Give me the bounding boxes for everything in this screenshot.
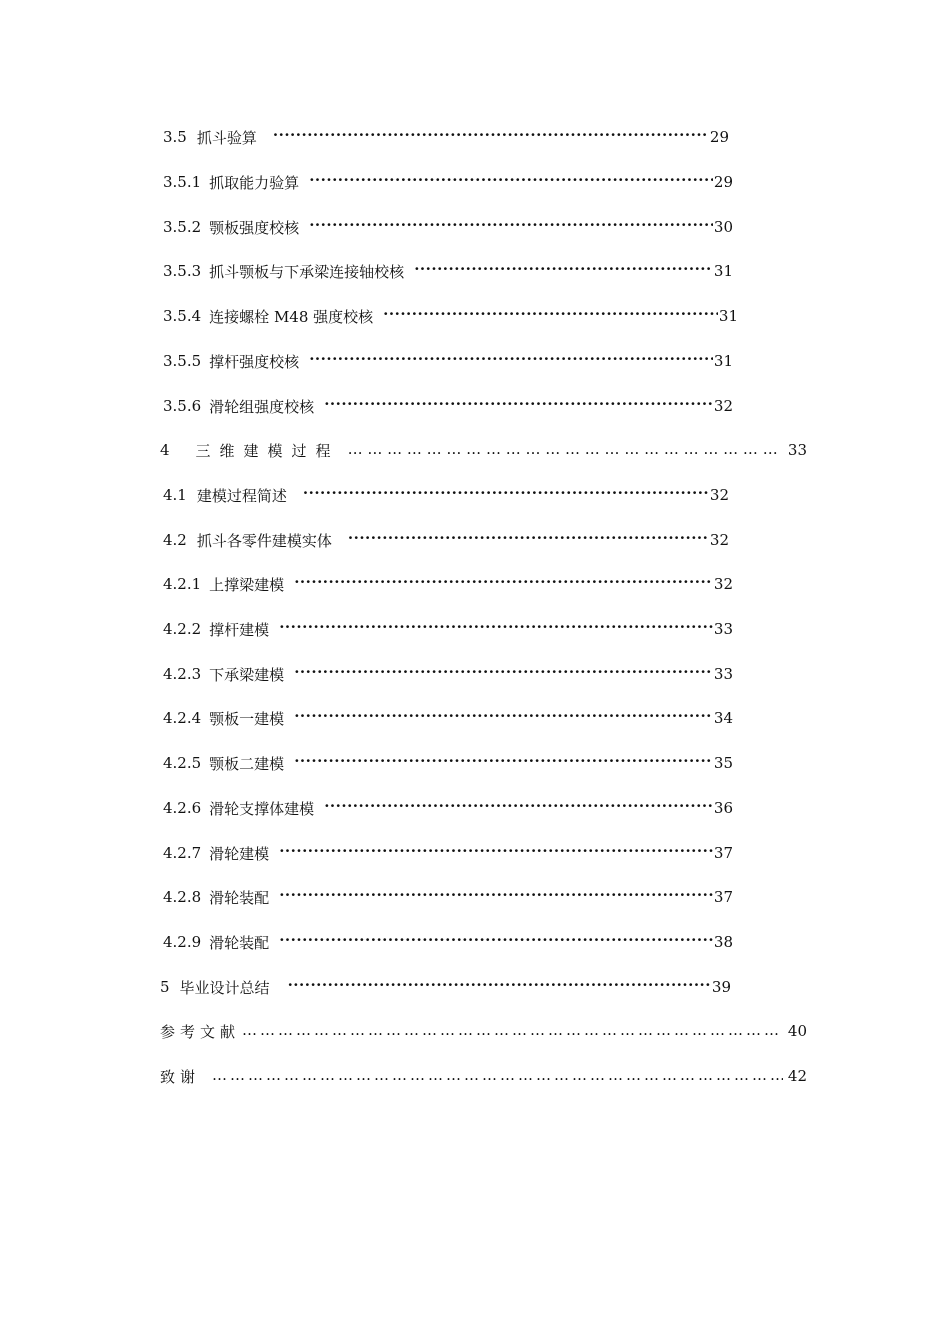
toc-entry-4-2-7[interactable] (163, 841, 733, 865)
toc-entry-4-1[interactable] (163, 483, 729, 507)
toc-page: 32 (709, 531, 729, 549)
toc-number: 4.2.1 (163, 575, 202, 593)
toc-title: 滑轮装配 (209, 888, 270, 907)
toc-leader (294, 665, 713, 683)
toc-page: 29 (713, 173, 733, 191)
toc-entry-3-5-2[interactable] (163, 215, 733, 239)
toc-leader (309, 352, 713, 370)
toc-number: 3.5.6 (163, 397, 202, 415)
toc-title: 抓斗验算 (196, 128, 257, 147)
toc-title: 滑轮建模 (209, 844, 270, 863)
toc-number: 3.5.5 (163, 352, 202, 370)
toc-number: 4.2 (163, 531, 187, 549)
toc-leader (348, 441, 782, 459)
toc-page: 42 (787, 1067, 807, 1085)
toc-page: 33 (713, 620, 733, 638)
toc-leader (273, 128, 709, 146)
toc-number: 3.5.2 (163, 218, 202, 236)
toc-title: 上撑梁建模 (209, 575, 285, 594)
toc-entry-4-2-3[interactable] (163, 662, 733, 686)
toc-title: 致谢 (160, 1067, 201, 1086)
toc-leader (294, 709, 713, 727)
toc-entry-3-5-6[interactable] (163, 394, 733, 418)
toc-page: 34 (713, 709, 733, 727)
toc-title: 建模过程简述 (196, 486, 287, 505)
toc-title: 颚板二建模 (209, 754, 285, 773)
toc-entry-4-2-8[interactable] (163, 885, 733, 909)
toc-number: 4.2.3 (163, 665, 202, 683)
toc-page: 35 (713, 754, 733, 772)
toc-entry-4-2[interactable] (163, 528, 729, 552)
toc-title: 三维建模过程 (195, 441, 340, 460)
toc-number: 4.1 (163, 486, 187, 504)
toc-leader (212, 1067, 783, 1085)
toc-entry-4-2-9[interactable] (163, 930, 733, 954)
toc-entry-4-2-1[interactable] (163, 572, 733, 596)
toc-title: 滑轮装配 (209, 933, 270, 952)
toc-leader (294, 754, 713, 772)
toc-number: 4.2.7 (163, 844, 202, 862)
toc-leader (288, 978, 711, 996)
toc-page: 31 (713, 262, 733, 280)
toc-leader (414, 262, 713, 280)
toc-entry-references[interactable] (160, 1019, 807, 1043)
toc-entry-4-2-5[interactable] (163, 751, 733, 775)
toc-title: 撑杆建模 (209, 620, 270, 639)
toc-page: 29 (709, 128, 729, 146)
toc-entry-5[interactable] (160, 975, 731, 999)
toc-page: 39 (711, 978, 731, 996)
toc-number: 3.5 (163, 128, 187, 146)
toc-leader (279, 620, 713, 638)
toc-leader (324, 799, 713, 817)
toc-number: 4.2.6 (163, 799, 202, 817)
toc-entry-4[interactable] (160, 438, 807, 462)
toc-title: 抓斗各零件建模实体 (196, 531, 332, 550)
toc-leader (309, 218, 713, 236)
toc-page: 38 (713, 933, 733, 951)
toc-leader (279, 933, 713, 951)
toc-title: 颚板一建模 (209, 709, 285, 728)
toc-entry-4-2-4[interactable] (163, 706, 733, 730)
toc-leader (324, 397, 713, 415)
toc-entry-4-2-6[interactable] (163, 796, 733, 820)
toc-entry-3-5-5[interactable] (163, 349, 733, 373)
toc-page: 31 (713, 352, 733, 370)
toc-number: 3.5.4 (163, 307, 202, 325)
toc-number: 4.2.2 (163, 620, 202, 638)
toc-leader (294, 575, 713, 593)
toc-entry-4-2-2[interactable] (163, 617, 733, 641)
toc-leader (279, 888, 713, 906)
toc-entry-acknowledgements[interactable] (160, 1064, 807, 1088)
toc-number: 4 (160, 441, 170, 459)
toc-entry-3-5-3[interactable] (163, 259, 733, 283)
toc-page: 30 (713, 218, 733, 236)
toc-leader (303, 486, 709, 504)
toc-number: 4.2.9 (163, 933, 202, 951)
toc-title: 抓取能力验算 (209, 173, 300, 192)
toc-page: 33 (713, 665, 733, 683)
toc-page: 32 (713, 397, 733, 415)
toc-title: 滑轮组强度校核 (209, 397, 315, 416)
toc-title: 毕业设计总结 (179, 978, 270, 997)
toc-title: 颚板强度校核 (209, 218, 300, 237)
toc-page: 32 (709, 486, 729, 504)
toc-page: 31 (718, 307, 738, 325)
toc-page: 36 (713, 799, 733, 817)
toc-entry-3-5[interactable] (163, 125, 729, 149)
toc-leader (279, 844, 713, 862)
toc-number: 4.2.4 (163, 709, 202, 727)
toc-title: 滑轮支撑体建模 (209, 799, 315, 818)
toc-entry-3-5-4[interactable] (163, 304, 738, 328)
toc-leader (309, 173, 713, 191)
toc-title: 下承梁建模 (209, 665, 285, 684)
toc-number: 3.5.3 (163, 262, 202, 280)
toc-number: 3.5.1 (163, 173, 202, 191)
toc-leader (383, 307, 718, 325)
toc-page: 40 (787, 1022, 807, 1040)
toc-entry-3-5-1[interactable] (163, 170, 733, 194)
toc-title: 抓斗颚板与下承梁连接轴校核 (209, 262, 405, 281)
toc-page: 32 (713, 575, 733, 593)
toc-number: 5 (160, 978, 170, 996)
toc-page: 33 (787, 441, 807, 459)
toc-number: 4.2.5 (163, 754, 202, 772)
toc-title: 连接螺栓 M48 强度校核 (209, 307, 374, 326)
toc-number: 4.2.8 (163, 888, 202, 906)
toc-title: 撑杆强度校核 (209, 352, 300, 371)
toc-title: 参考文献 (160, 1022, 241, 1041)
toc-leader (242, 1022, 783, 1040)
toc-leader (348, 531, 709, 549)
toc-page: 37 (713, 888, 733, 906)
toc-page: 37 (713, 844, 733, 862)
